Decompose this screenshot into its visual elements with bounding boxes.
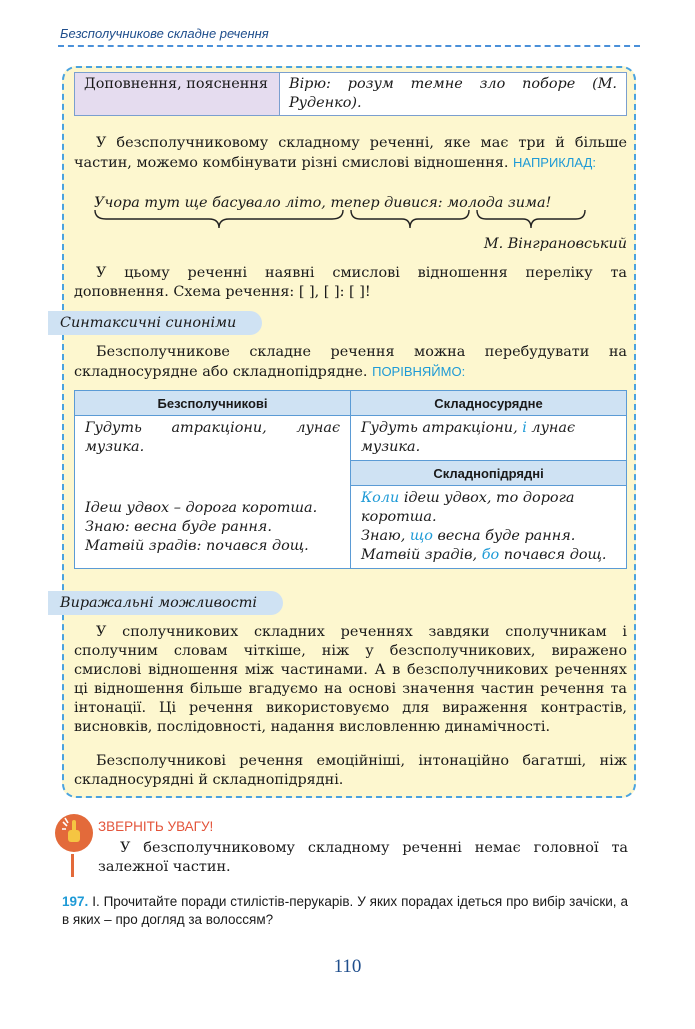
- expressive-heading: Виражальні можливості: [48, 591, 283, 615]
- compound-conjunction: і: [522, 420, 527, 436]
- table-row: [75, 73, 627, 116]
- complex-b-2: весна буде рання.: [437, 528, 576, 544]
- brace-part-1: [94, 209, 344, 229]
- exercise-text: І. Прочитайте поради стилістів-перукарів. У яких порадах ідеться про вибір зачіски, а в яких – про догляд за волоссям?: [62, 894, 628, 927]
- complex-a-2: Знаю,: [361, 528, 406, 544]
- brace-part-3: [476, 209, 586, 229]
- brace-part-2: [350, 209, 470, 229]
- intro-paragraph: [74, 134, 627, 173]
- relation-label: Доповнення, пояснення: [75, 73, 280, 116]
- complex-a-3: Матвій зрадів,: [361, 547, 478, 563]
- synonyms-text: Безсполучникове складне речення можна перебудувати на складносурядне або складнопідрядне.: [74, 344, 627, 380]
- compound-example: [351, 416, 627, 461]
- table-row: [75, 391, 627, 416]
- asyndetic-example-3: Знаю: весна буде рання.: [85, 519, 272, 535]
- relation-table: [74, 72, 627, 116]
- expressive-paragraph-2: Безсполучникові речення емоційніші, інтонаційно багатші, ніж складносурядні й складнопідрядні.: [74, 753, 627, 788]
- compound-part-b: лунає музика.: [361, 420, 576, 455]
- page-number: 110: [333, 956, 362, 977]
- complex-conj-3: бо: [481, 547, 500, 563]
- complex-conj-2: що: [409, 528, 433, 544]
- complex-b-3: почався дощ.: [503, 547, 607, 563]
- running-header: Безсполучникове складне речення: [60, 26, 269, 41]
- exercise-197: [62, 893, 628, 929]
- col-header-compound: Складносурядне: [351, 391, 627, 416]
- complex-example-2: [361, 527, 616, 546]
- example-author: М. Вінграновський: [483, 236, 627, 252]
- header-divider: [58, 45, 640, 47]
- col-header-asyndetic: Безсполучникові: [75, 391, 351, 416]
- attention-text: У безсполучниковому складному реченні немає головної та залежної частин.: [98, 840, 628, 875]
- comparison-table: [74, 390, 627, 569]
- asyndetic-example-2: Ідеш удвох – дорога коротша.: [85, 500, 318, 516]
- example-part-1: Учора тут ще басувало літо,: [94, 195, 326, 211]
- asyndetic-example-4: Матвій зрадів: почався дощ.: [85, 538, 309, 554]
- complex-rest-1: ідеш удвох, то дорога коротша.: [361, 490, 575, 525]
- compound-part-a: Гудуть атракціони,: [361, 420, 518, 436]
- attention-bar: [71, 854, 74, 877]
- synonyms-paragraph: [74, 343, 627, 382]
- attention-title: ЗВЕРНІТЬ УВАГУ!: [98, 819, 214, 834]
- compare-accent: ПОРІВНЯЙМО:: [372, 364, 466, 379]
- example-part-3: молода зима!: [447, 195, 552, 211]
- synonyms-heading: Синтаксичні синоніми: [48, 311, 262, 335]
- col-header-complex: Складнопідрядні: [351, 461, 627, 486]
- example-accent: НАПРИКЛАД:: [513, 155, 596, 170]
- exercise-number: 197.: [62, 894, 89, 909]
- complex-conj-1: Коли: [361, 490, 400, 506]
- complex-examples: [351, 486, 627, 569]
- complex-example-3: [361, 546, 616, 565]
- attention-hand-icon: [54, 813, 94, 853]
- table-row: [75, 416, 627, 461]
- expressive-paragraph-1: У сполучникових складних реченнях завдяки сполучникам і сполучним словам чіткіше, ніж у безсполучникових, виражено смислові відношення між частинами. А в безсполучникових реченнях ці відношення більше вгадуємо на основі значення частин речення та інтонації. Ці речення використовуємо для вираження контрастів, висновків, послідовності, надання висловленню динамічності.: [74, 624, 627, 735]
- intro-text: У безсполучниковому складному реченні, яке має три й більше частин, можемо комбінувати різні смислові відношення.: [74, 135, 627, 171]
- example-part-2: тепер дивися:: [330, 195, 443, 211]
- asyndetic-example-1: Гудуть атракціони, лунає музика.: [85, 420, 340, 455]
- complex-example-1: [361, 489, 616, 527]
- explanation-paragraph: У цьому реченні наявні смислові відношення переліку та доповнення. Схема речення: [ ], [ ]: [ ]!: [74, 265, 627, 300]
- asyndetic-examples: [75, 416, 351, 569]
- relation-example: Вірю: розум темне зло побоpe (М. Руденко).: [280, 73, 627, 116]
